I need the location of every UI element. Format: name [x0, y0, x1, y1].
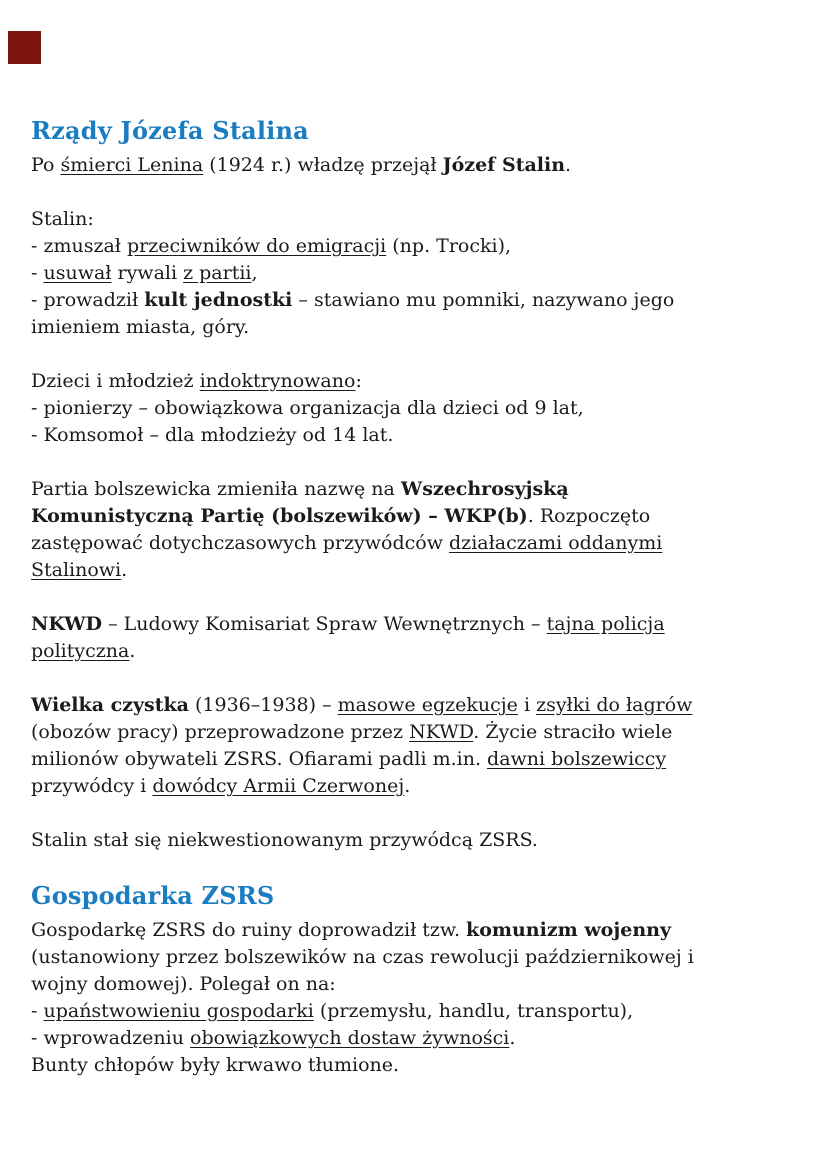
text-segment: - wprowadzeniu	[31, 1027, 191, 1049]
text-segment: wojny domowej). Polegał on na:	[31, 973, 336, 995]
text-line	[31, 395, 811, 422]
text-line	[31, 1025, 811, 1052]
text-line	[31, 530, 811, 557]
text-line	[31, 719, 811, 746]
text-segment: Stalin:	[31, 208, 94, 230]
text-line	[31, 476, 811, 503]
text-segment: - zmuszał	[31, 235, 128, 257]
text-segment: Dzieci i młodzież	[31, 370, 200, 392]
text-line	[31, 314, 811, 341]
text-segment: Gospodarkę ZSRS do ruiny doprowadził tzw.	[31, 919, 467, 941]
text-line	[31, 746, 811, 773]
document-content	[31, 116, 811, 1106]
section-heading	[31, 116, 811, 146]
text-segment: -	[31, 262, 44, 284]
text-line	[31, 152, 811, 179]
text-segment: .	[121, 559, 128, 581]
text-line	[31, 422, 811, 449]
text-line	[31, 557, 811, 584]
text-segment: - pionierzy – obowiązkowa organizacja dla dzieci od 9 lat,	[31, 397, 584, 419]
paragraph	[31, 827, 811, 854]
text-segment: (1936–1938) –	[188, 694, 338, 716]
text-line	[31, 611, 811, 638]
text-line	[31, 503, 811, 530]
text-segment: masowe egzekucje	[337, 694, 518, 716]
text-segment: komunizm wojenny	[466, 919, 671, 941]
section-heading	[31, 881, 811, 911]
text-segment: upaństwowieniu gospodarki	[43, 1000, 314, 1022]
text-segment: dowódcy Armii Czerwonej	[152, 775, 405, 797]
text-segment: :	[355, 370, 362, 392]
text-segment: Józef Stalin	[442, 154, 566, 176]
text-segment: Wszechrosyjską	[400, 478, 569, 500]
text-line	[31, 233, 811, 260]
text-segment: (ustanowiony przez bolszewików na czas rewolucji październikowej i	[31, 946, 694, 968]
text-segment: z partii	[183, 262, 252, 284]
text-line	[31, 1052, 811, 1079]
text-segment: -	[31, 1000, 44, 1022]
text-segment: NKWD	[31, 613, 103, 635]
paragraph	[31, 917, 811, 1079]
text-segment: tajna policja	[546, 613, 665, 635]
text-segment: przywódcy i	[31, 775, 153, 797]
text-line	[31, 116, 811, 146]
text-segment: (np. Trocki),	[386, 235, 512, 257]
text-segment: – Ludowy Komisariat Spraw Wewnętrznych –	[102, 613, 547, 635]
text-segment: – stawiano mu pomniki, nazywano jego	[292, 289, 675, 311]
paragraph	[31, 368, 811, 449]
text-segment: . Życie straciło wiele	[473, 721, 673, 743]
text-segment: śmierci Lenina	[60, 154, 204, 176]
text-segment: polityczna	[31, 640, 130, 662]
text-line	[31, 287, 811, 314]
text-segment: . Rozpoczęto	[527, 505, 651, 527]
text-segment: obowiązkowych dostaw żywności	[190, 1027, 510, 1049]
text-segment: dawni bolszewiccy	[487, 748, 667, 770]
text-segment: .	[565, 154, 572, 176]
text-segment: kult jednostki	[144, 289, 293, 311]
paragraph	[31, 206, 811, 341]
text-segment: - Komsomoł – dla młodzieży od 14 lat.	[31, 424, 394, 446]
text-line	[31, 773, 811, 800]
text-segment: Komunistyczną Partię (bolszewików) – WKP(b)	[31, 505, 528, 527]
text-line	[31, 368, 811, 395]
text-segment: zsyłki do łagrów	[536, 694, 693, 716]
text-segment: działaczami oddanymi	[449, 532, 663, 554]
text-line	[31, 260, 811, 287]
text-line	[31, 692, 811, 719]
text-segment: imieniem miasta, góry.	[31, 316, 250, 338]
paragraph	[31, 152, 811, 179]
text-segment: usuwał	[43, 262, 112, 284]
text-segment: .	[509, 1027, 516, 1049]
text-segment: .	[404, 775, 411, 797]
text-segment: Partia bolszewicka zmieniła nazwę na	[31, 478, 401, 500]
text-segment: przeciwników do emigracji	[127, 235, 387, 257]
text-line	[31, 206, 811, 233]
text-segment: (obozów pracy) przeprowadzone przez	[31, 721, 410, 743]
text-segment: zastępować dotychczasowych przywódców	[31, 532, 450, 554]
paragraph	[31, 611, 811, 665]
text-segment: .	[129, 640, 136, 662]
paragraph	[31, 476, 811, 584]
text-line	[31, 827, 811, 854]
text-segment: (1924 r.) władzę przejął	[203, 154, 443, 176]
text-segment: (przemysłu, handlu, transportu),	[313, 1000, 634, 1022]
text-segment: - prowadził	[31, 289, 145, 311]
text-line	[31, 998, 811, 1025]
text-line	[31, 944, 811, 971]
text-line	[31, 917, 811, 944]
text-line	[31, 881, 811, 911]
text-segment: rywali	[111, 262, 184, 284]
text-segment: indoktrynowano	[199, 370, 356, 392]
text-segment: Stalinowi	[31, 559, 122, 581]
text-segment: Bunty chłopów były krwawo tłumione.	[31, 1054, 400, 1076]
text-segment: Rządy Józefa Stalina	[31, 116, 309, 145]
paragraph	[31, 692, 811, 800]
text-line	[31, 971, 811, 998]
text-segment: NKWD	[409, 721, 474, 743]
text-segment: milionów obywateli ZSRS. Ofiarami padli m.in.	[31, 748, 488, 770]
text-segment: Stalin stał się niekwestionowanym przywódcą ZSRS.	[31, 829, 538, 851]
text-line	[31, 638, 811, 665]
text-segment: Po	[31, 154, 61, 176]
text-segment: Wielka czystka	[31, 694, 189, 716]
page-corner-marker	[8, 31, 41, 64]
text-segment: ,	[251, 262, 258, 284]
text-segment: Gospodarka ZSRS	[31, 881, 275, 910]
text-segment: i	[517, 694, 537, 716]
